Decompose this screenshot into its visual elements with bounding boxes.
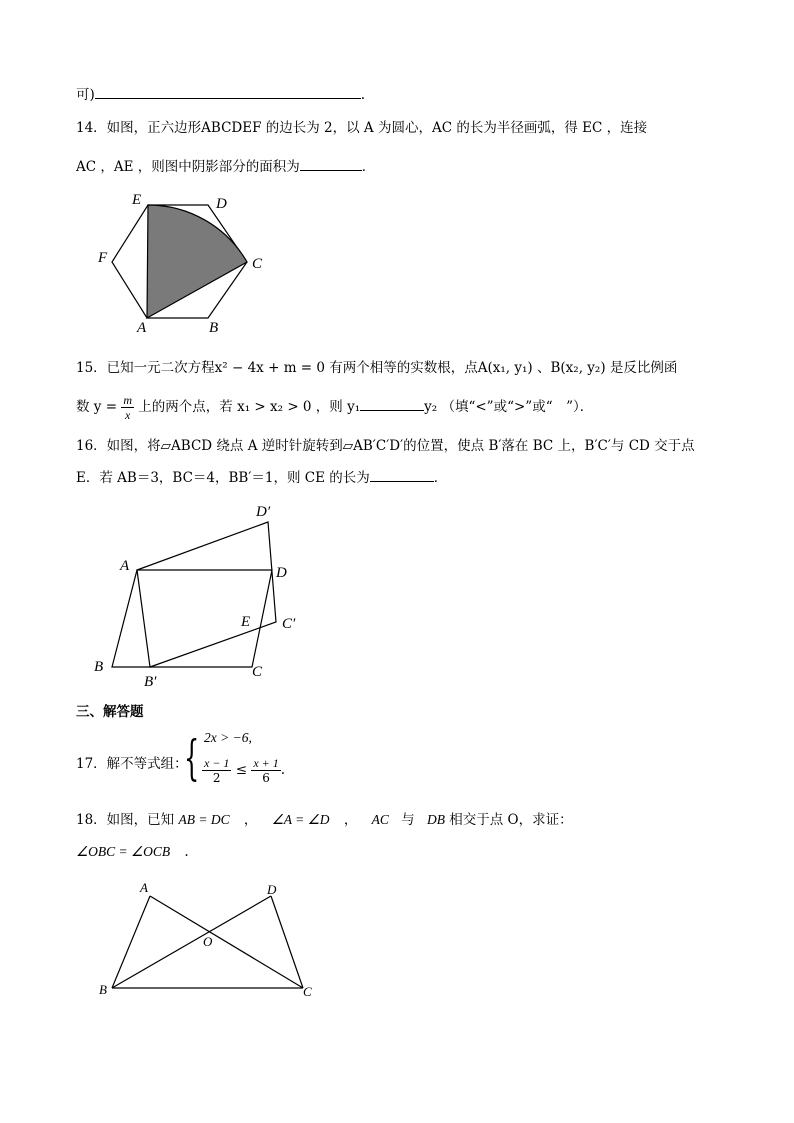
label-C: C (252, 664, 263, 680)
q15-line2-pre: 数 y = (76, 399, 118, 415)
q16-line2 (76, 467, 447, 488)
q15-line2-end: y₂ （填“<”或“>”或“ ”）． (424, 399, 594, 415)
segment-AC (150, 896, 303, 988)
q17-frac2 (251, 756, 280, 785)
q13-suffix: . (360, 87, 366, 103)
q17-end: . (280, 762, 286, 778)
q15-frac-num: m (123, 393, 132, 407)
label-D: D (216, 196, 227, 212)
label-A: A (120, 558, 130, 574)
q15-line1: 15．已知一元二次方程x² − 4x + m = 0 有两个相等的实数根，点A(x₁, y₁) 、B(x₂, y₂) 是反比例函 (76, 360, 678, 376)
label-B: B (209, 320, 219, 336)
q17-prefix: 17．解不等式组： (76, 756, 188, 772)
label-D: D (276, 565, 287, 581)
parallelogram-AB'C'D' (137, 522, 276, 667)
q18-claim: ∠OBC = ∠OCB (76, 844, 171, 859)
q17-frac1-num: x − 1 (204, 756, 230, 770)
q17-frac1 (202, 756, 231, 785)
segment-DC (271, 896, 303, 988)
q15-line2 (76, 392, 593, 422)
label-O: O (203, 934, 213, 949)
triangles-figure (95, 880, 335, 1010)
q13-answer-blank[interactable] (95, 84, 361, 99)
q16-line1: 16．如图，将▱ABCD 绕点 A 逆时针旋转到▱AB′C′D′的位置，使点 B′落在 BC 上，B′C′与 CD 交于点 (76, 438, 695, 454)
label-A: A (137, 320, 147, 336)
q17-ineq1: 2x > −6, (204, 730, 252, 745)
q17-frac1-den: 2 (212, 771, 221, 785)
q15-line2-post: 上的两个点，若 x₁ > x₂ > 0 ，则 y₁ (138, 399, 361, 415)
label-B-prime: B′ (144, 674, 157, 690)
label-E: E (132, 192, 142, 208)
q17-ineq2 (202, 756, 285, 785)
q18-cond1: AB = DC (178, 812, 230, 827)
label-B: B (94, 659, 104, 675)
q18-line1 (76, 810, 573, 830)
label-D: D (267, 882, 277, 897)
q18-cond4: DB (426, 812, 445, 827)
q17-brace: { (184, 730, 200, 786)
q18-intro: 18．如图，已知 (76, 812, 175, 828)
q18-line2-end: . (184, 844, 189, 860)
label-F: F (98, 250, 108, 266)
q15-fraction (121, 393, 134, 422)
q18-cond3: AC (371, 812, 389, 827)
segment-AB (112, 896, 150, 988)
q16-line2-end: ． (433, 470, 448, 486)
q13-prefix: 可) (76, 87, 95, 103)
label-D-prime: D′ (256, 504, 271, 520)
q18-tail: 相交于点 O，求证： (449, 812, 573, 828)
label-B: B (99, 982, 107, 997)
q18-with: 与 (401, 812, 415, 828)
q14-line2-end: ． (361, 159, 376, 175)
q16-line2-text: E．若 AB＝3，BC＝4，BB′＝1，则 CE 的长为 (76, 470, 370, 486)
label-C: C (252, 256, 263, 272)
section-heading: 三、解答题 (76, 704, 144, 720)
segment-DB (112, 896, 271, 988)
q14-line2-text: AC ，AE ，则图中阴影部分的面积为 (76, 159, 300, 175)
q16-answer-blank[interactable] (370, 467, 434, 482)
label-A: A (140, 880, 148, 895)
parallelogram-figure (90, 500, 330, 700)
hexagon-figure (90, 190, 290, 340)
label-C-prime: C′ (282, 616, 296, 632)
q18-comma1: ， (243, 812, 258, 828)
q17-frac2-den: 6 (262, 771, 270, 785)
q14-line1: 14．如图，正六边形ABCDEF 的边长为 2，以 A 为圆心，AC 的长为半径画弧，得 EC ，连接 (76, 120, 648, 136)
q13-tail-line (76, 84, 365, 105)
q17-frac2-num: x + 1 (253, 756, 279, 770)
q18-cond2: ∠A = ∠D (271, 812, 330, 827)
label-E: E (241, 614, 251, 630)
q18-line2 (76, 842, 189, 862)
label-C: C (303, 984, 312, 999)
q18-comma2: ， (343, 812, 358, 828)
q15-answer-blank[interactable] (360, 396, 424, 411)
q14-answer-blank[interactable] (300, 156, 362, 171)
q14-line2 (76, 156, 375, 177)
shaded-sector (147, 205, 247, 318)
q15-frac-den: x (125, 408, 131, 422)
q17-le: ≤ (235, 762, 248, 778)
